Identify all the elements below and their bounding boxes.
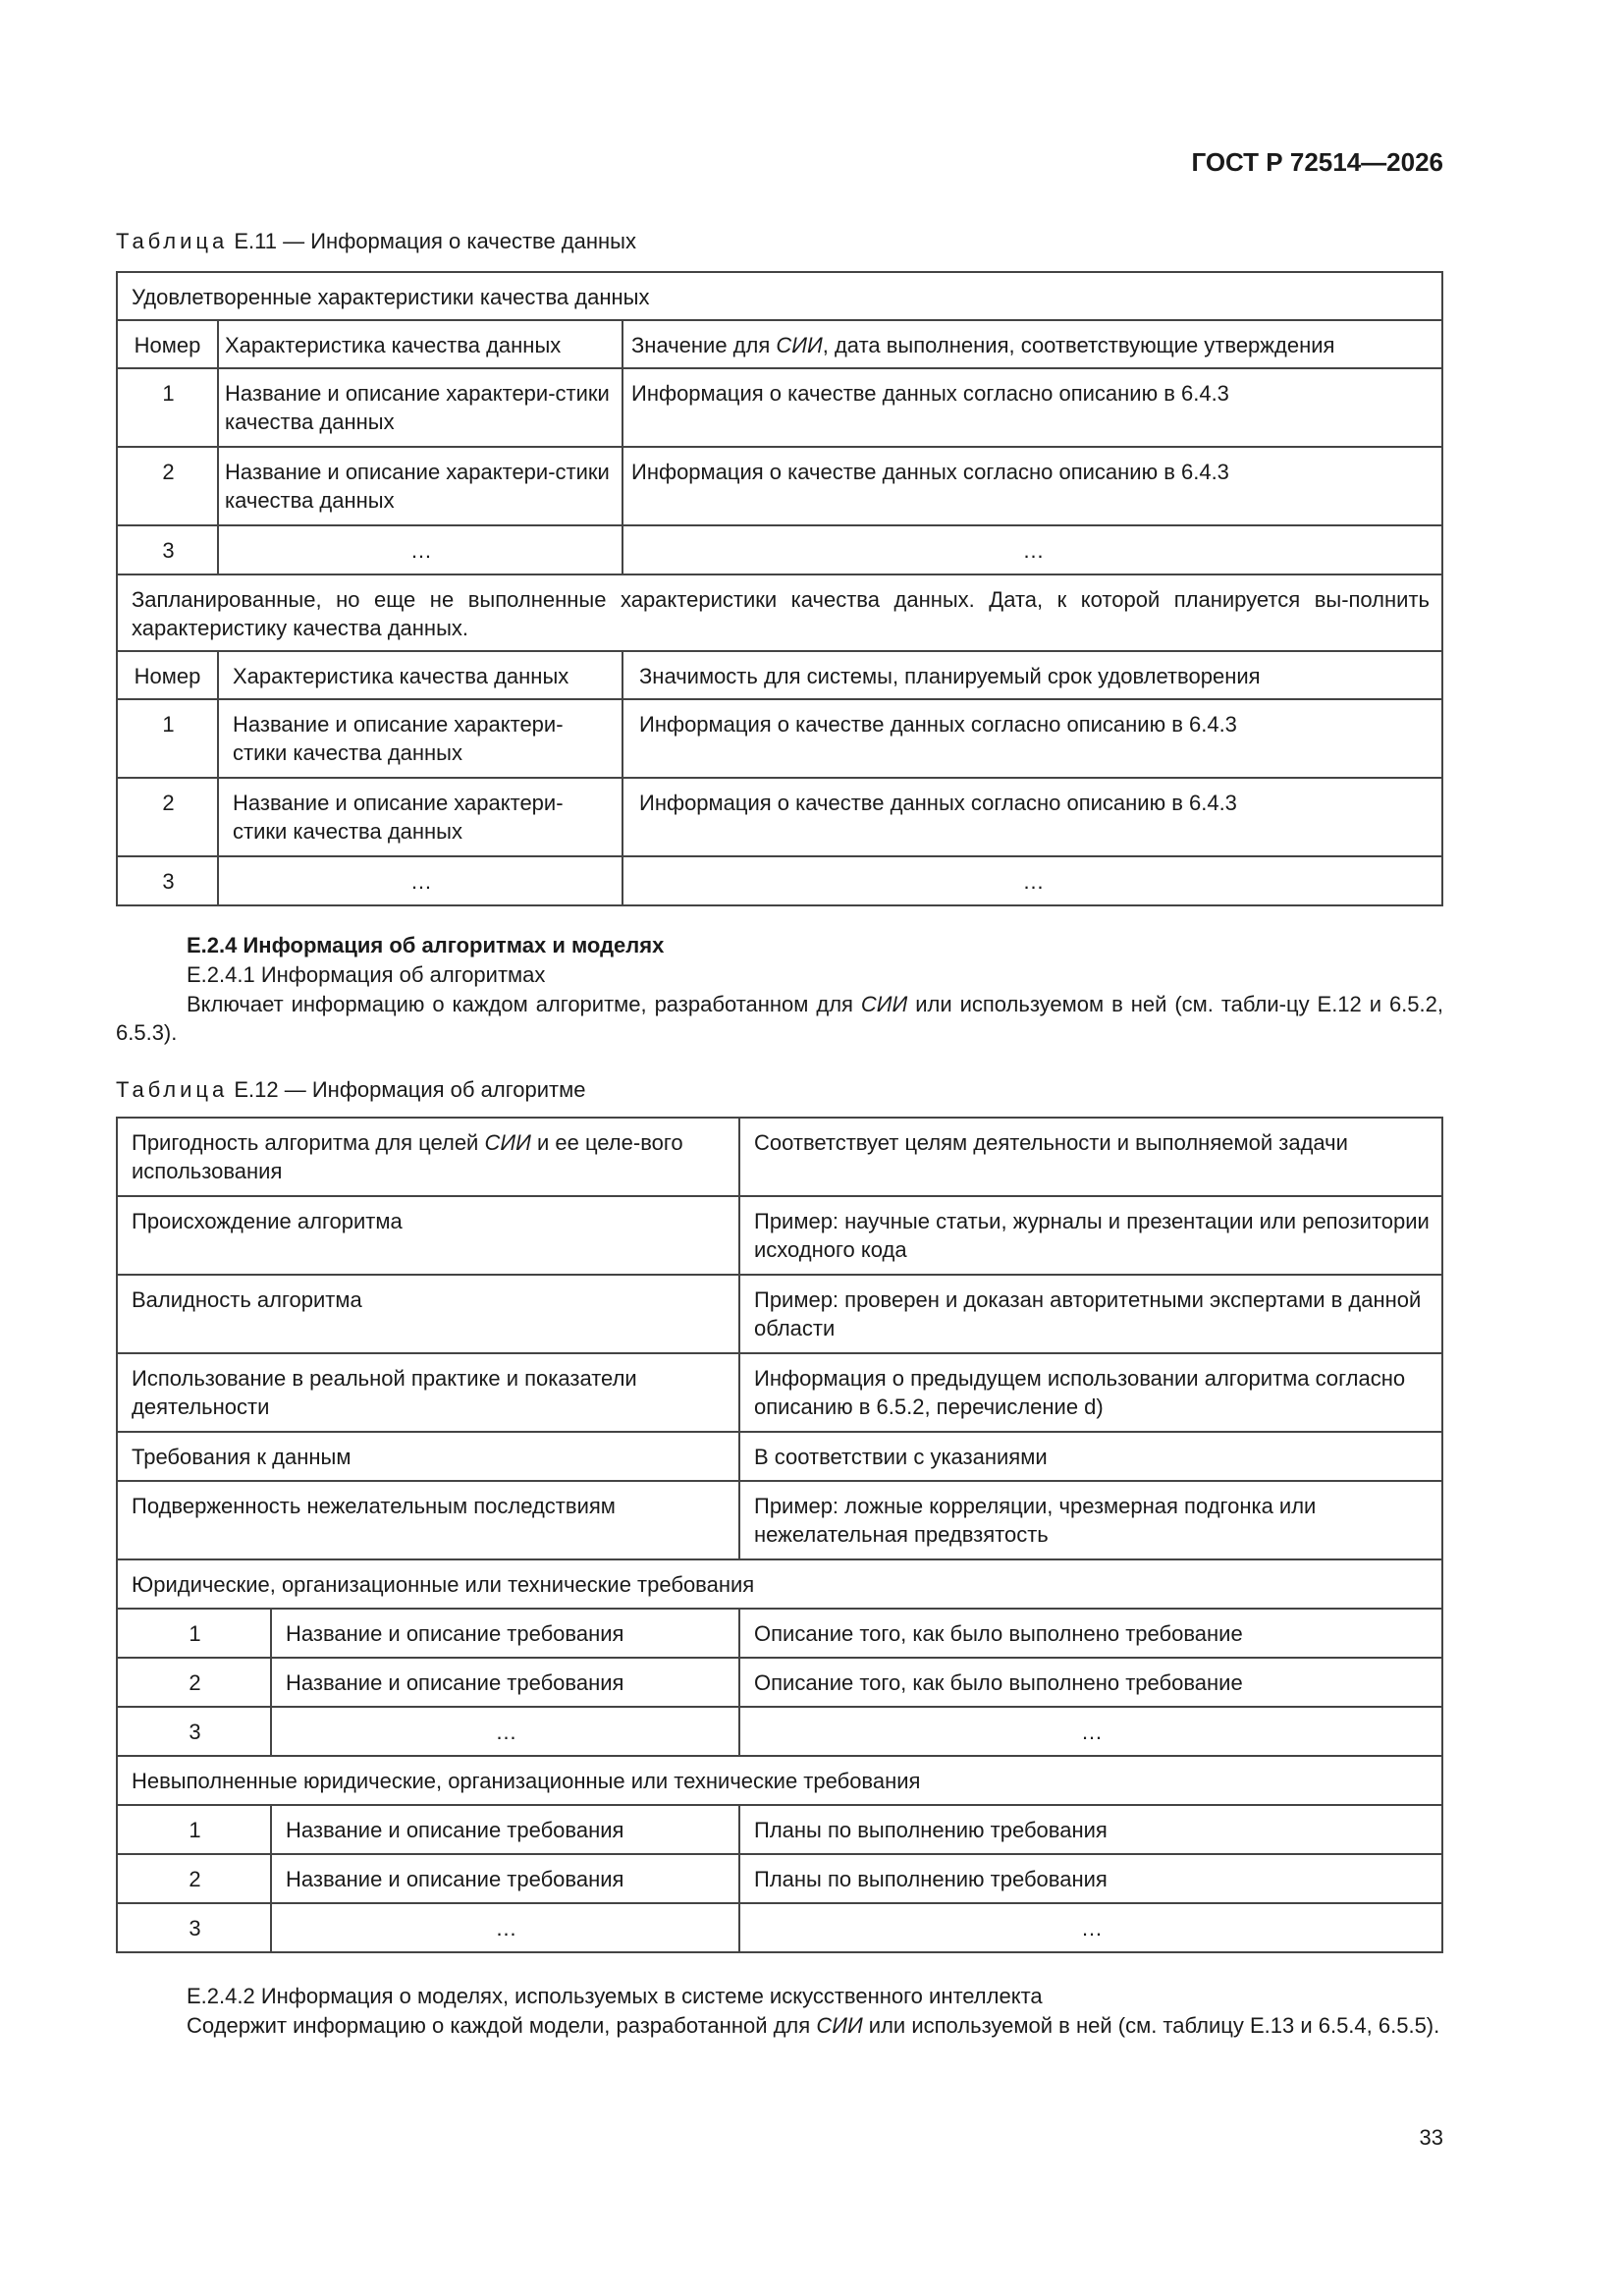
cell-value: Информация о качестве данных согласно описанию в 6.4.3 <box>622 368 1442 447</box>
cell-text: Пригодность алгоритма для целей <box>132 1130 485 1155</box>
table-row <box>117 272 1442 320</box>
table-row <box>117 778 1442 856</box>
section-title: Невыполненные юридические, организационные или технические требования <box>117 1756 1442 1805</box>
cell-value: … <box>622 856 1442 905</box>
cell-criterion: Происхождение алгоритма <box>117 1196 739 1275</box>
table-e11 <box>116 271 1443 906</box>
table-row <box>117 1353 1442 1432</box>
cell-number: 3 <box>117 525 218 574</box>
table-e12-caption <box>116 1077 585 1103</box>
header-text: Значение для <box>631 333 777 357</box>
paragraph <box>116 2011 1443 2040</box>
cell-number: 2 <box>117 1854 271 1903</box>
table-e11-caption <box>116 229 636 254</box>
cell-number: 3 <box>117 1707 271 1756</box>
header-cell: Номер <box>117 320 218 368</box>
header-cell <box>622 320 1442 368</box>
cell-number: 3 <box>117 856 218 905</box>
cell-characteristic: Название и описание характери-стики качества данных <box>218 778 622 856</box>
cell-value: Информация о качестве данных согласно описанию в 6.4.3 <box>622 699 1442 778</box>
cell-text: и ее целе-вого использования <box>132 1130 683 1183</box>
cell-number: 2 <box>117 1658 271 1707</box>
cell-requirement: … <box>271 1903 739 1952</box>
cell-value: … <box>622 525 1442 574</box>
cell-value: В соответствии с указаниями <box>739 1432 1442 1481</box>
cell-number: 3 <box>117 1903 271 1952</box>
table-row <box>117 1854 1442 1903</box>
table-header-row <box>117 320 1442 368</box>
cell-characteristic: Название и описание характери-стики качества данных <box>218 447 622 525</box>
table-row <box>117 368 1442 447</box>
section-heading: Е.2.4 Информация об алгоритмах и моделях <box>187 933 665 957</box>
cell-value: Описание того, как было выполнено требование <box>739 1658 1442 1707</box>
paragraph-text: Включает информацию о каждом алгоритме, разработанном для <box>187 992 861 1016</box>
caption-text: Е.11 — Информация о качестве данных <box>228 229 636 253</box>
cell-characteristic: Название и описание характери-стики качества данных <box>218 368 622 447</box>
paragraph <box>116 990 1443 1047</box>
cell-requirement: … <box>271 1707 739 1756</box>
table-row <box>117 1707 1442 1756</box>
document-id: ГОСТ Р 72514—2026 <box>1191 147 1443 177</box>
table-row <box>117 1658 1442 1707</box>
header-text: , дата выполнения, соответствующие утверждения <box>822 333 1335 357</box>
paragraph-text-italic: СИИ <box>816 2013 863 2038</box>
paragraph-text: или используемом в ней (см. табли-цу Е.12 и 6.5.2, 6.5.3). <box>116 992 1443 1045</box>
table-row <box>117 1903 1442 1952</box>
table-row <box>117 1196 1442 1275</box>
cell-value: Планы по выполнению требования <box>739 1805 1442 1854</box>
table-row <box>117 1432 1442 1481</box>
table-row <box>117 574 1442 651</box>
cell-requirement: Название и описание требования <box>271 1609 739 1658</box>
cell-value: … <box>739 1707 1442 1756</box>
section-title: Удовлетворенные характеристики качества данных <box>117 272 1442 320</box>
cell-criterion: Подверженность нежелательным последствиям <box>117 1481 739 1559</box>
cell-value: Пример: научные статьи, журналы и презентации или репозитории исходного кода <box>739 1196 1442 1275</box>
header-text-italic: СИИ <box>776 333 823 357</box>
cell-value: Соответствует целям деятельности и выполняемой задачи <box>739 1118 1442 1196</box>
cell-criterion: Использование в реальной практике и показатели деятельности <box>117 1353 739 1432</box>
table-row <box>117 699 1442 778</box>
paragraph-text: Содержит информацию о каждой модели, разработанной для <box>187 2013 817 2038</box>
cell-characteristic: Название и описание характери-стики качества данных <box>218 699 622 778</box>
cell-value: Планы по выполнению требования <box>739 1854 1442 1903</box>
cell-value: Описание того, как было выполнено требование <box>739 1609 1442 1658</box>
subsection-heading: Е.2.4.2 Информация о моделях, используемых в системе искусственного интеллекта <box>187 1984 1043 2008</box>
cell-characteristic: … <box>218 856 622 905</box>
table-e12 <box>116 1117 1443 1953</box>
cell-requirement: Название и описание требования <box>271 1658 739 1707</box>
cell-number: 1 <box>117 368 218 447</box>
cell-text-italic: СИИ <box>484 1130 531 1155</box>
table-row <box>117 1805 1442 1854</box>
cell-value: Пример: ложные корреляции, чрезмерная подгонка или нежелательная предвзятость <box>739 1481 1442 1559</box>
paragraph-text: или используемой в ней (см. таблицу Е.13 и 6.5.4, 6.5.5). <box>862 2013 1440 2038</box>
caption-text: Е.12 — Информация об алгоритме <box>228 1077 586 1102</box>
cell-value: Информация о предыдущем использовании алгоритма согласно описанию в 6.5.2, перечисление d) <box>739 1353 1442 1432</box>
cell-value: Пример: проверен и доказан авторитетными экспертами в данной области <box>739 1275 1442 1353</box>
subsection-heading: Е.2.4.1 Информация об алгоритмах <box>187 962 546 987</box>
cell-number: 2 <box>117 778 218 856</box>
header-cell: Значимость для системы, планируемый срок удовлетворения <box>622 651 1442 699</box>
table-row <box>117 1118 1442 1196</box>
cell-characteristic: … <box>218 525 622 574</box>
section-title: Запланированные, но еще не выполненные характеристики качества данных. Дата, к которой планируется вы-полнить характеристику качества данных. <box>117 574 1442 651</box>
table-row <box>117 856 1442 905</box>
header-cell: Номер <box>117 651 218 699</box>
header-cell: Характеристика качества данных <box>218 320 622 368</box>
header-cell: Характеристика качества данных <box>218 651 622 699</box>
cell-value: … <box>739 1903 1442 1952</box>
cell-value: Информация о качестве данных согласно описанию в 6.4.3 <box>622 778 1442 856</box>
cell-number: 2 <box>117 447 218 525</box>
cell-criterion: Требования к данным <box>117 1432 739 1481</box>
cell-criterion: Валидность алгоритма <box>117 1275 739 1353</box>
table-row <box>117 1275 1442 1353</box>
table-row <box>117 1559 1442 1609</box>
page-number: 33 <box>1419 2125 1443 2150</box>
cell-number: 1 <box>117 699 218 778</box>
table-row <box>117 447 1442 525</box>
table-row <box>117 525 1442 574</box>
cell-number: 1 <box>117 1805 271 1854</box>
cell-criterion <box>117 1118 739 1196</box>
cell-requirement: Название и описание требования <box>271 1854 739 1903</box>
table-row <box>117 1756 1442 1805</box>
cell-value: Информация о качестве данных согласно описанию в 6.4.3 <box>622 447 1442 525</box>
table-header-row <box>117 651 1442 699</box>
paragraph-text-italic: СИИ <box>860 992 908 1016</box>
table-row <box>117 1609 1442 1658</box>
table-row <box>117 1481 1442 1559</box>
caption-label: Таблица <box>116 1077 229 1102</box>
cell-number: 1 <box>117 1609 271 1658</box>
section-title: Юридические, организационные или технические требования <box>117 1559 1442 1609</box>
cell-requirement: Название и описание требования <box>271 1805 739 1854</box>
caption-label: Таблица <box>116 229 229 253</box>
